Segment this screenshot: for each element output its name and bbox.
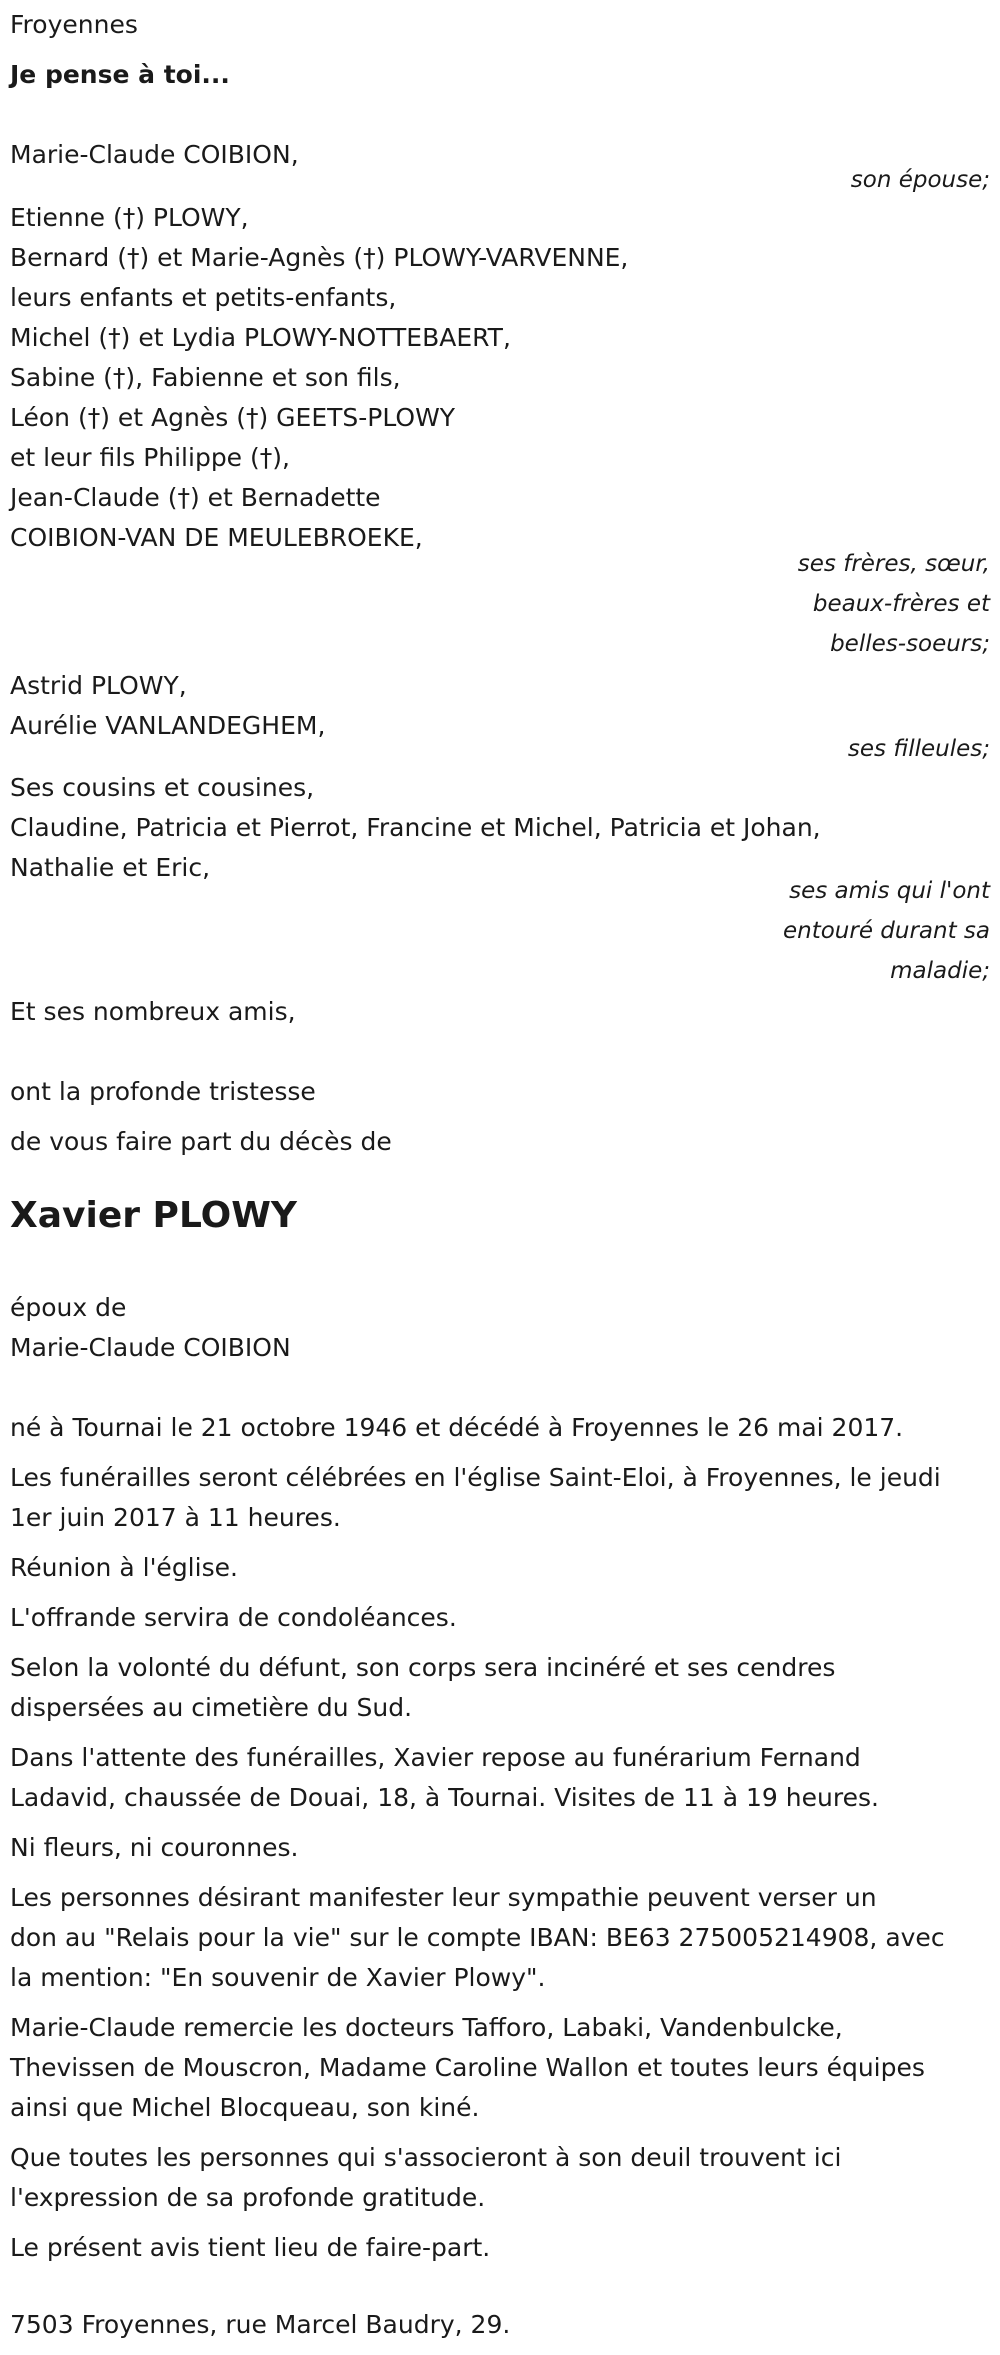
address-line: 7503 Froyennes, rue Marcel Baudry, 29. [10,2310,511,2339]
cousins-line: Nathalie et Eric, [10,853,211,882]
place-name: Froyennes [10,10,138,39]
cousins-role: entouré durant sa [782,918,990,944]
detail-line: Ni fleurs, ni couronnes. [10,1833,299,1862]
sibling-line: Léon (†) et Agnès (†) GEETS-PLOWY [10,403,456,432]
sibling-line: leurs enfants et petits-enfants, [10,283,397,312]
detail-line: Les personnes désirant manifester leur sympathie peuvent verser un [10,1883,877,1912]
cousins-role: ses amis qui l'ont [789,878,990,904]
detail-line: don au "Relais pour la vie" sur le compte IBAN: BE63 275005214908, avec [10,1923,945,1952]
detail-line: L'offrande servira de condoléances. [10,1603,457,1632]
cousins-role: maladie; [890,958,990,984]
spouse-label: époux de [10,1293,127,1322]
siblings-role: belles-soeurs; [830,631,990,657]
announcement-line: de vous faire part du décès de [10,1127,392,1156]
detail-line: Thevissen de Mouscron, Madame Caroline Wallon et toutes leurs équipes [10,2053,925,2082]
siblings-role: beaux-frères et [812,591,990,617]
detail-line: Les funérailles seront célébrées en l'église Saint-Eloi, à Froyennes, le jeudi [10,1463,941,1492]
cousins-line: Ses cousins et cousines, [10,773,315,802]
detail-line: Le présent avis tient lieu de faire-part. [10,2233,491,2262]
sibling-line: Etienne (†) PLOWY, [10,203,249,232]
detail-line: Que toutes les personnes qui s'associeront à son deuil trouvent ici [10,2143,842,2172]
sibling-line: COIBION-VAN DE MEULEBROEKE, [10,523,423,552]
goddaughter-line: Aurélie VANLANDEGHEM, [10,711,326,740]
siblings-role: ses frères, sœur, [797,551,990,577]
deceased-name: Xavier PLOWY [10,1195,297,1236]
detail-line: Marie-Claude remercie les docteurs Tafforo, Labaki, Vandenbulcke, [10,2013,843,2042]
tagline: Je pense à toi... [10,60,230,89]
sibling-line: et leur fils Philippe (†), [10,443,290,472]
sibling-line: Sabine (†), Fabienne et son fils, [10,363,401,392]
goddaughter-line: Astrid PLOWY, [10,671,187,700]
spouse-name: Marie-Claude COIBION [10,1333,291,1362]
detail-line: Réunion à l'église. [10,1553,238,1582]
detail-line: l'expression de sa profonde gratitude. [10,2183,486,2212]
detail-line: Dans l'attente des funérailles, Xavier repose au funérarium Fernand [10,1743,861,1772]
detail-line: ainsi que Michel Blocqueau, son kiné. [10,2093,480,2122]
detail-line: né à Tournai le 21 octobre 1946 et décédé à Froyennes le 26 mai 2017. [10,1413,904,1442]
cousins-line: Claudine, Patricia et Pierrot, Francine et Michel, Patricia et Johan, [10,813,821,842]
spouse-role: son épouse; [850,167,990,193]
detail-line: 1er juin 2017 à 11 heures. [10,1503,341,1532]
detail-line: dispersées au cimetière du Sud. [10,1693,413,1722]
friends-line: Et ses nombreux amis, [10,997,296,1026]
announcement-line: ont la profonde tristesse [10,1077,316,1106]
sibling-line: Jean-Claude (†) et Bernadette [10,483,381,512]
sibling-line: Michel (†) et Lydia PLOWY-NOTTEBAERT, [10,323,511,352]
goddaughters-role: ses filleules; [847,736,990,762]
spouse-line: Marie-Claude COIBION, [10,140,299,169]
detail-line: Selon la volonté du défunt, son corps sera incinéré et ses cendres [10,1653,836,1682]
detail-line: Ladavid, chaussée de Douai, 18, à Tournai. Visites de 11 à 19 heures. [10,1783,879,1812]
sibling-line: Bernard (†) et Marie-Agnès (†) PLOWY-VARVENNE, [10,243,629,272]
detail-line: la mention: "En souvenir de Xavier Plowy". [10,1963,546,1992]
